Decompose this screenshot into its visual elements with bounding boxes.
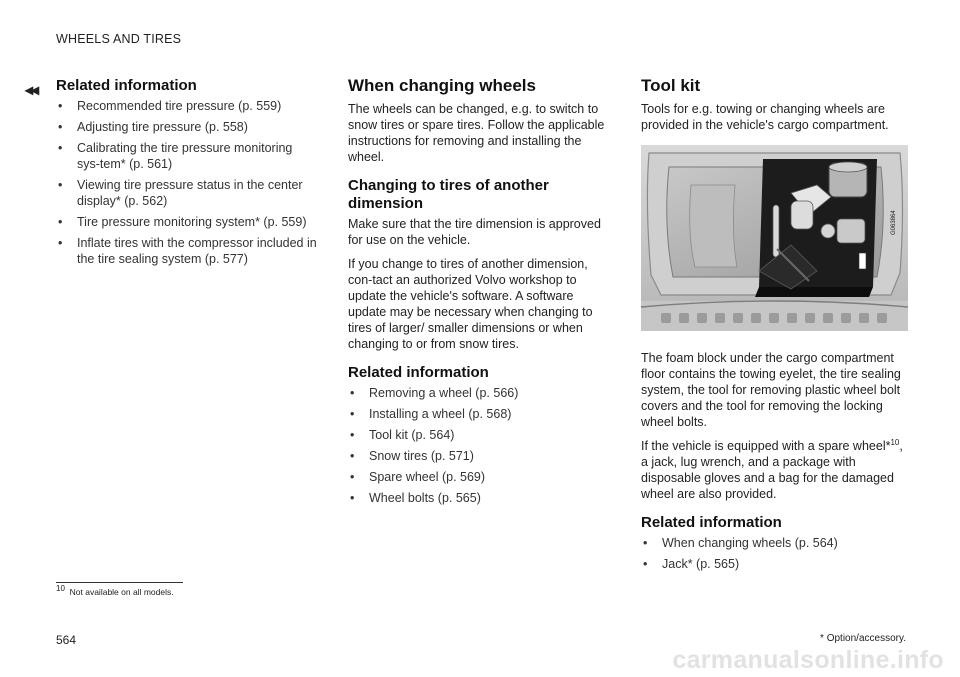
- section-title: Tool kit: [641, 76, 701, 95]
- column-changing-wheels: [348, 76, 612, 511]
- related-heading: Related information: [641, 514, 782, 531]
- list-item[interactable]: • Spare wheel (p. 569): [350, 470, 486, 484]
- list-item[interactable]: • Removing a wheel (p. 566): [350, 386, 519, 400]
- list-item[interactable]: • Adjusting tire pressure (p. 558): [58, 120, 248, 134]
- list-item[interactable]: • Installing a wheel (p. 568): [350, 407, 512, 421]
- watermark: carmanualsonline.info: [672, 646, 944, 674]
- related-list: [348, 385, 612, 506]
- related-list: [56, 98, 318, 267]
- column-related-info: [56, 76, 318, 272]
- sub-heading: Changing to tires of another dimension: [348, 177, 549, 212]
- tool-kit-illustration: [641, 145, 908, 331]
- footnote-ref[interactable]: 10: [890, 437, 900, 447]
- list-item[interactable]: • Snow tires (p. 571): [350, 449, 474, 463]
- paragraph: If you change to tires of another dimension, con-tact an authorized Volvo workshop to update the vehicle's software. A software update may be necessary when changing to tires of larger/ smaller dimensions or when changing to or from snow tires.: [348, 257, 593, 351]
- footnote-divider: [56, 582, 183, 583]
- list-item[interactable]: • Calibrating the tire pressure monitoring sys-tem* (p. 561): [58, 141, 293, 171]
- list-item[interactable]: • Inflate tires with the compressor included in the tire sealing system (p. 577): [58, 236, 317, 266]
- figure-code: G063864: [891, 210, 897, 235]
- related-list: [641, 535, 910, 572]
- section-header: WHEELS AND TIRES: [56, 32, 182, 46]
- continued-marker: ◂◂: [25, 82, 38, 99]
- paragraph: Make sure that the tire dimension is approved for use on the vehicle.: [348, 217, 601, 247]
- list-item[interactable]: • Tool kit (p. 564): [350, 428, 455, 442]
- list-item[interactable]: • When changing wheels (p. 564): [643, 536, 838, 550]
- column-tool-kit: [641, 76, 910, 577]
- option-accessory-note: * Option/accessory.: [820, 633, 906, 644]
- list-item[interactable]: • Viewing tire pressure status in the center display* (p. 562): [58, 178, 303, 208]
- related-heading: Related information: [348, 364, 489, 381]
- section-title: When changing wheels: [348, 76, 536, 95]
- related-heading: Related information: [56, 77, 197, 94]
- intro-paragraph: The wheels can be changed, e.g. to switch to snow tires or spare tires. Follow the applicable instructions for removing and installing the wheel.: [348, 102, 605, 164]
- paragraph: If the vehicle is equipped with a spare wheel*$^{10}$, a jack, lug wrench, and a package with disposable gloves and a bag for the damaged wheel are also provided.: [641, 437, 903, 501]
- intro-paragraph: Tools for e.g. towing or changing wheels are provided in the vehicle's cargo compartment.: [641, 102, 889, 132]
- page-number: 564: [56, 633, 77, 647]
- list-item[interactable]: • Tire pressure monitoring system* (p. 559): [58, 215, 307, 229]
- footnote: $^{10}$ Not available on all models.: [56, 584, 174, 597]
- list-item[interactable]: • Wheel bolts (p. 565): [350, 491, 481, 505]
- list-item[interactable]: • Jack* (p. 565): [643, 557, 740, 571]
- list-item[interactable]: • Recommended tire pressure (p. 559): [58, 99, 282, 113]
- paragraph: The foam block under the cargo compartment floor contains the towing eyelet, the tire sealing system, the tool for removing plastic wheel bolt covers and the tool for removing the locking wheel bolts.: [641, 351, 901, 429]
